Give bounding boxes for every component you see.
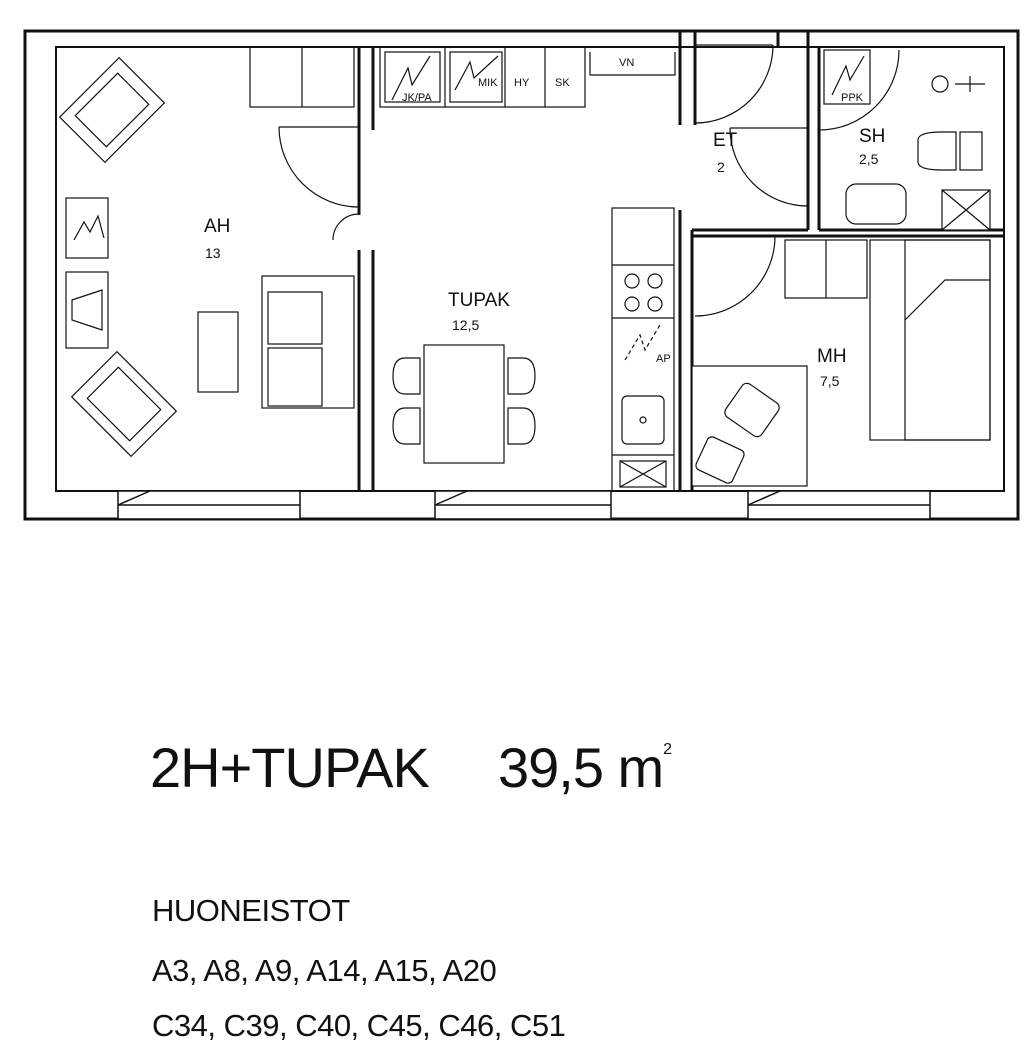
cabinet-label-sk: SK <box>555 77 570 89</box>
apartments-list-row-1: A3, A8, A9, A14, A15, A20 <box>152 953 497 988</box>
windows <box>118 491 930 519</box>
apartments-section-label: HUONEISTOT <box>152 893 350 928</box>
apartments-list-row-2: C34, C39, C40, C45, C46, C51 <box>152 1008 566 1043</box>
dining-table <box>393 345 535 463</box>
cabinet-label-hy: HY <box>514 77 530 89</box>
room-name-et: ET <box>713 130 738 151</box>
apartment-title <box>150 735 671 800</box>
room-name-ah: AH <box>204 216 231 237</box>
room-area-ah: 13 <box>205 245 221 261</box>
cabinet-label-vn: VN <box>619 57 635 69</box>
room-area-sh: 2,5 <box>859 151 879 167</box>
apartment-size: 39,5 m <box>497 736 664 799</box>
cabinet-label-jkpa: JK/PA <box>402 92 432 104</box>
room-area-et: 2 <box>717 159 725 175</box>
cabinet-label-mik: MIK <box>478 77 498 89</box>
apartment-size-unit-superscript: 2 <box>663 741 672 758</box>
room-name-tupak: TUPAK <box>448 290 510 311</box>
kitchen-counter <box>612 208 674 491</box>
cabinet-label-ppk: PPK <box>841 92 864 104</box>
room-name-sh: SH <box>859 126 886 147</box>
apartment-type: 2H+TUPAK <box>150 736 429 799</box>
room-area-tupak: 12,5 <box>452 317 480 333</box>
room-name-mh: MH <box>817 346 847 367</box>
cabinet-label-ap: AP <box>656 353 671 365</box>
room-area-mh: 7,5 <box>820 373 840 389</box>
